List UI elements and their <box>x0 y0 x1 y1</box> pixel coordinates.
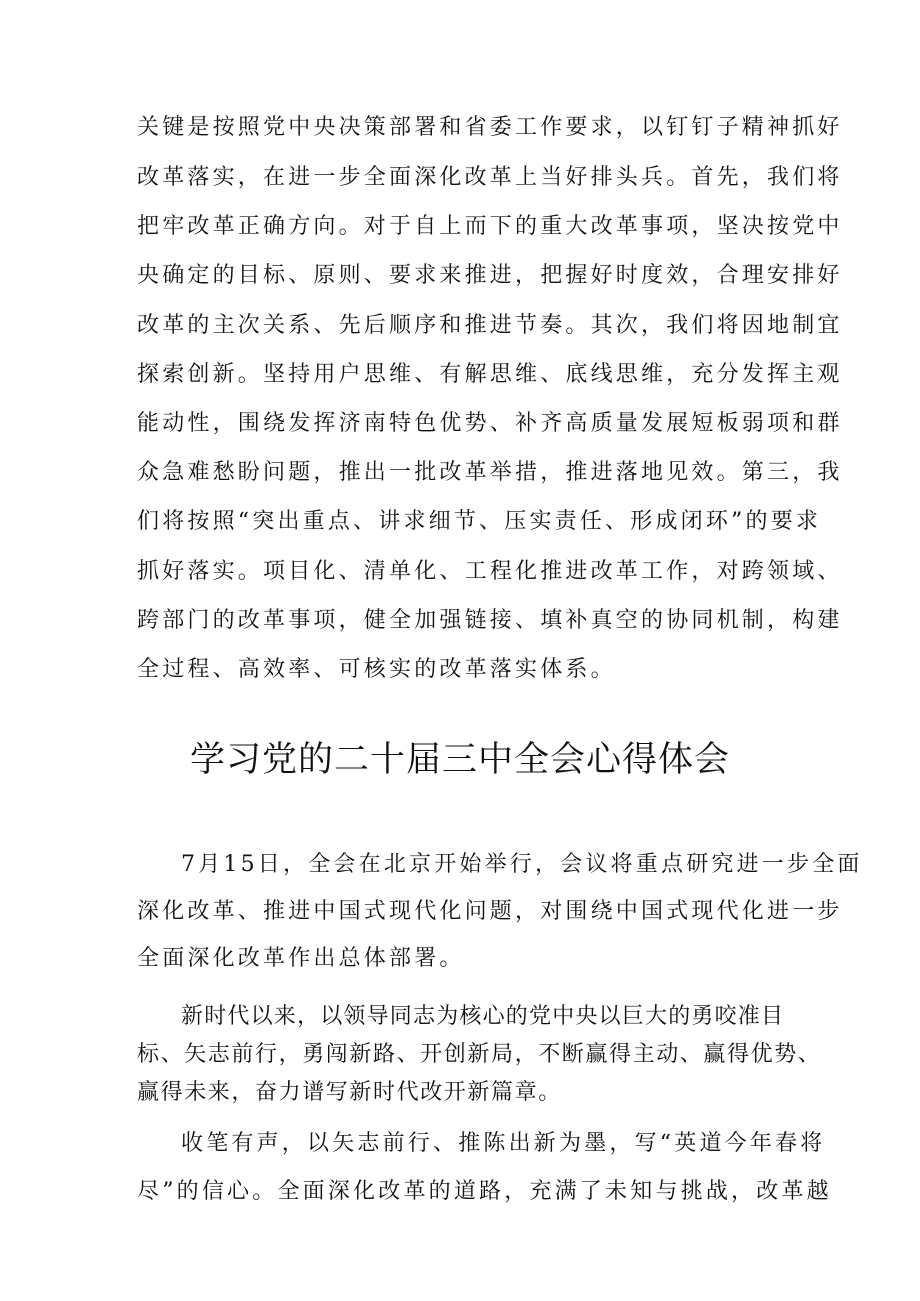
body-text-line: 能动性，围绕发挥济南特色优势、补齐高质量发展短板弱项和群 <box>137 411 843 436</box>
body-text-line: 们将按照“突出重点、讲求细节、压实责任、形成闭环”的要求 <box>137 509 822 534</box>
body-text-line: 抓好落实。项目化、清单化、工程化推进改革工作，对跨领域、 <box>137 559 843 584</box>
body-text-line: 跨部门的改革事项，健全加强链接、填补真空的协同机制，构建 <box>137 608 843 633</box>
paragraph-line: 深化改革、推进中国式现代化问题，对围绕中国式现代化进一步 <box>137 899 843 924</box>
paragraph-line: 收笔有声，以矢志前行、推陈出新为墨，写“英道今年春将 <box>181 1131 826 1156</box>
paragraph-line: 尽”的信心。全面深化改革的道路，充满了未知与挑战，改革越 <box>137 1179 832 1204</box>
body-text-line: 全过程、高效率、可核实的改革落实体系。 <box>137 657 616 682</box>
body-text-line: 关键是按照党中央决策部署和省委工作要求，以钉钉子精神抓好 <box>137 115 843 140</box>
body-text-line: 改革的主次关系、先后顺序和推进节奏。其次，我们将因地制宜 <box>137 313 843 338</box>
body-text-line: 把牢改革正确方向。对于自上而下的重大改革事项，坚决按党中 <box>137 214 843 239</box>
body-text-line: 众急难愁盼问题，推出一批改革举措，推进落地见效。第三，我 <box>137 460 843 485</box>
document-title: 学习党的二十届三中全会心得体会 <box>189 740 730 780</box>
paragraph-line: 新时代以来，以领导同志为核心的党中央以巨大的勇咬准目 <box>181 1004 785 1029</box>
body-text-line: 改革落实，在进一步全面深化改革上当好排头兵。首先，我们将 <box>137 165 843 190</box>
paragraph-line: 全面深化改革作出总体部署。 <box>137 946 465 971</box>
body-text-line: 探索创新。坚持用户思维、有解思维、底线思维，充分发挥主观 <box>137 362 843 387</box>
body-text-line: 央确定的目标、原则、要求来推进，把握好时度效，合理安排好 <box>137 263 843 288</box>
paragraph-line: 赢得未来，奋力谱写新时代改开新篇章。 <box>137 1080 562 1105</box>
paragraph-line: 标、矢志前行，勇闯新路、开创新局，不断赢得主动、赢得优势、 <box>137 1042 822 1067</box>
paragraph-line: 7月15日，全会在北京开始举行，会议将重点研究进一步全面 <box>181 852 863 877</box>
